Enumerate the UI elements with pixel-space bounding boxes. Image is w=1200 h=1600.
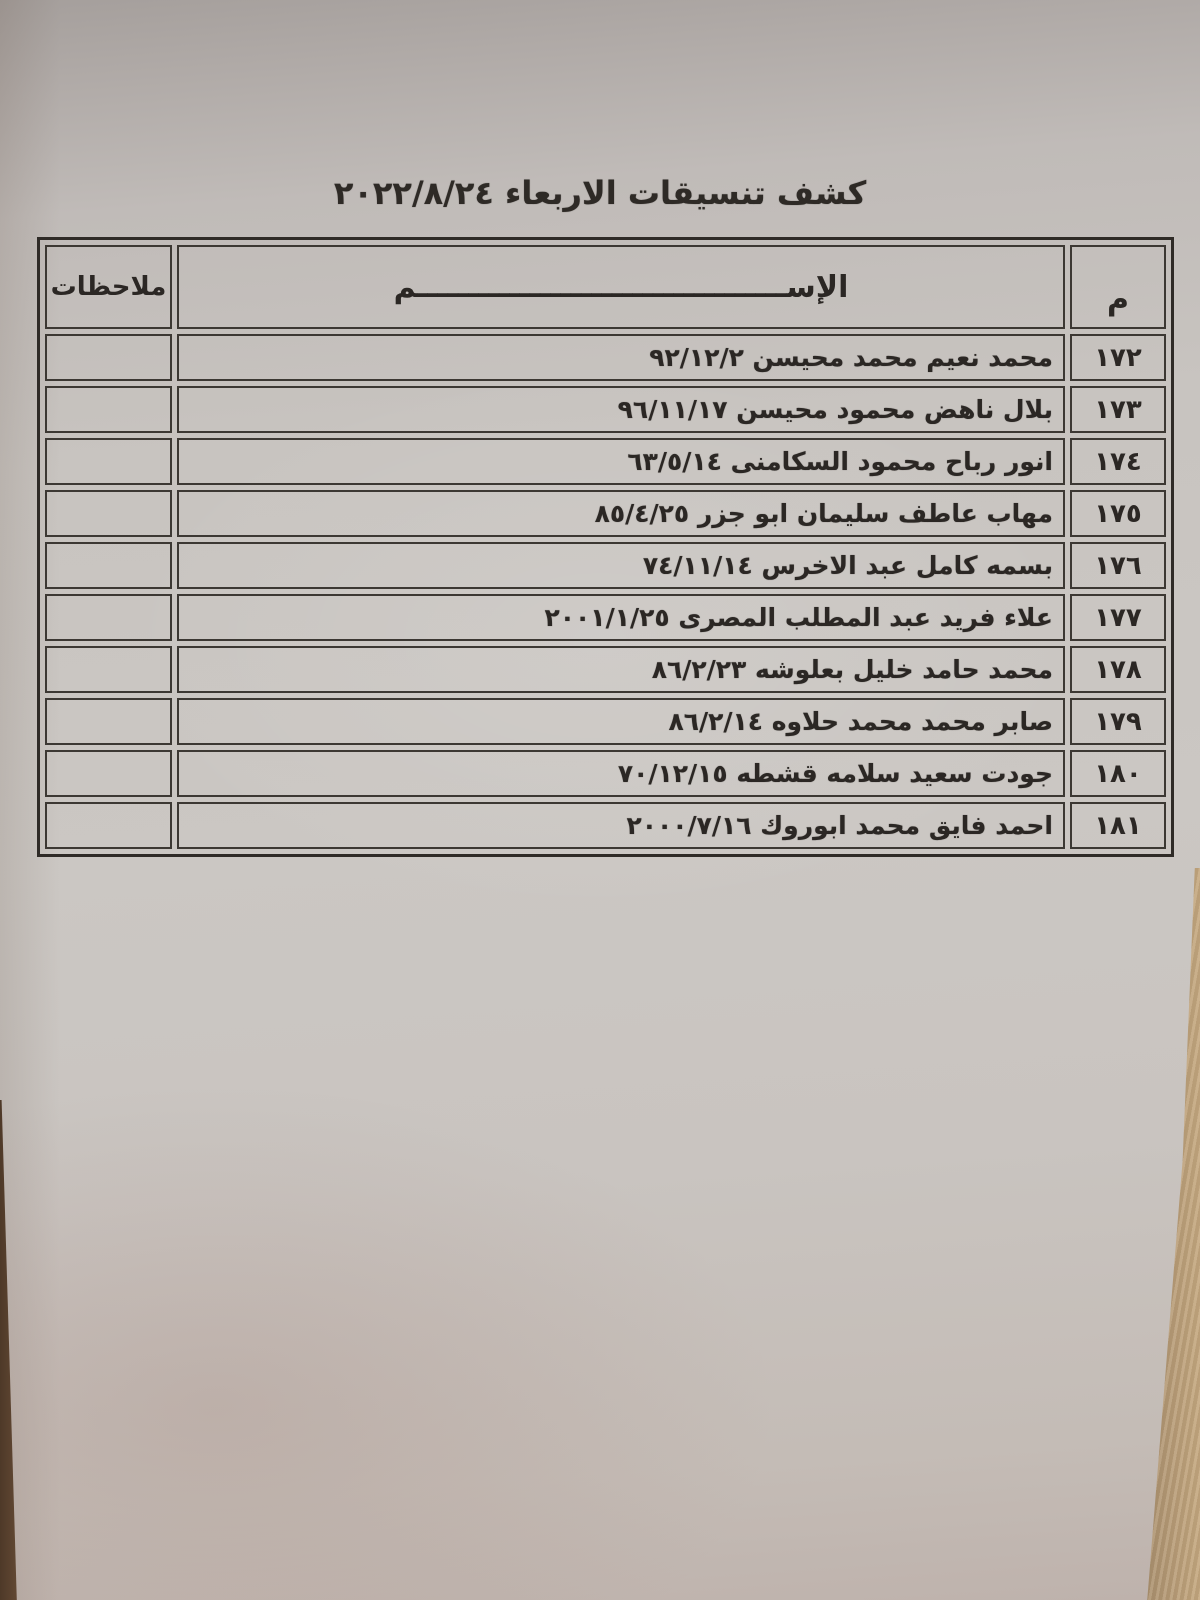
row-number-cell: ١٧٨ [1070, 646, 1166, 693]
row-name-cell: مهاب عاطف سليمان ابو جزر ٨٥/٤/٢٥ [177, 490, 1065, 537]
table-row [45, 594, 1166, 641]
table-row [45, 386, 1166, 433]
row-notes-cell [45, 542, 172, 589]
wood-surface-left [0, 1100, 40, 1600]
row-number-cell: ١٨٠ [1070, 750, 1166, 797]
wood-surface-right [1142, 868, 1200, 1600]
row-number-cell: ١٧٤ [1070, 438, 1166, 485]
coordination-list-table [37, 237, 1174, 857]
row-name-cell: صابر محمد محمد حلاوه ٨٦/٢/١٤ [177, 698, 1065, 745]
row-notes-cell [45, 490, 172, 537]
document-title: كشف تنسيقات الاربعاء ٢٠٢٢/٨/٢٤ [333, 174, 867, 212]
row-notes-cell [45, 802, 172, 849]
table-row [45, 438, 1166, 485]
row-name-cell: علاء فريد عبد المطلب المصرى ٢٠٠١/١/٢٥ [177, 594, 1065, 641]
header-cell-name: الإســــــــــــــــــــــــــــــــــــم [177, 245, 1065, 329]
row-notes-cell [45, 646, 172, 693]
row-number-cell: ١٧٥ [1070, 490, 1166, 537]
table-row [45, 750, 1166, 797]
row-number-cell: ١٨١ [1070, 802, 1166, 849]
table-body [45, 334, 1166, 849]
table-header-row [45, 245, 1166, 329]
header-cell-notes: ملاحظات [45, 245, 172, 329]
row-number-cell: ١٧٣ [1070, 386, 1166, 433]
row-notes-cell [45, 334, 172, 381]
row-name-cell: جودت سعيد سلامه قشطه ٧٠/١٢/١٥ [177, 750, 1065, 797]
table-row [45, 698, 1166, 745]
table-row [45, 802, 1166, 849]
row-notes-cell [45, 750, 172, 797]
row-number-cell: ١٧٩ [1070, 698, 1166, 745]
table-row [45, 646, 1166, 693]
row-name-cell: انور رباح محمود السكامنى ٦٣/٥/١٤ [177, 438, 1065, 485]
row-notes-cell [45, 386, 172, 433]
row-name-cell: بسمه كامل عبد الاخرس ٧٤/١١/١٤ [177, 542, 1065, 589]
row-number-cell: ١٧٢ [1070, 334, 1166, 381]
row-name-cell: بلال ناهض محمود محيسن ٩٦/١١/١٧ [177, 386, 1065, 433]
table-row [45, 490, 1166, 537]
row-notes-cell [45, 594, 172, 641]
row-name-cell: محمد حامد خليل بعلوشه ٨٦/٢/٢٣ [177, 646, 1065, 693]
table-row [45, 542, 1166, 589]
row-name-cell: احمد فايق محمد ابوروك ٢٠٠٠/٧/١٦ [177, 802, 1065, 849]
row-number-cell: ١٧٧ [1070, 594, 1166, 641]
row-notes-cell [45, 698, 172, 745]
row-name-cell: محمد نعيم محمد محيسن ٩٢/١٢/٢ [177, 334, 1065, 381]
table-row [45, 334, 1166, 381]
row-notes-cell [45, 438, 172, 485]
header-cell-index: م [1070, 245, 1166, 329]
row-number-cell: ١٧٦ [1070, 542, 1166, 589]
